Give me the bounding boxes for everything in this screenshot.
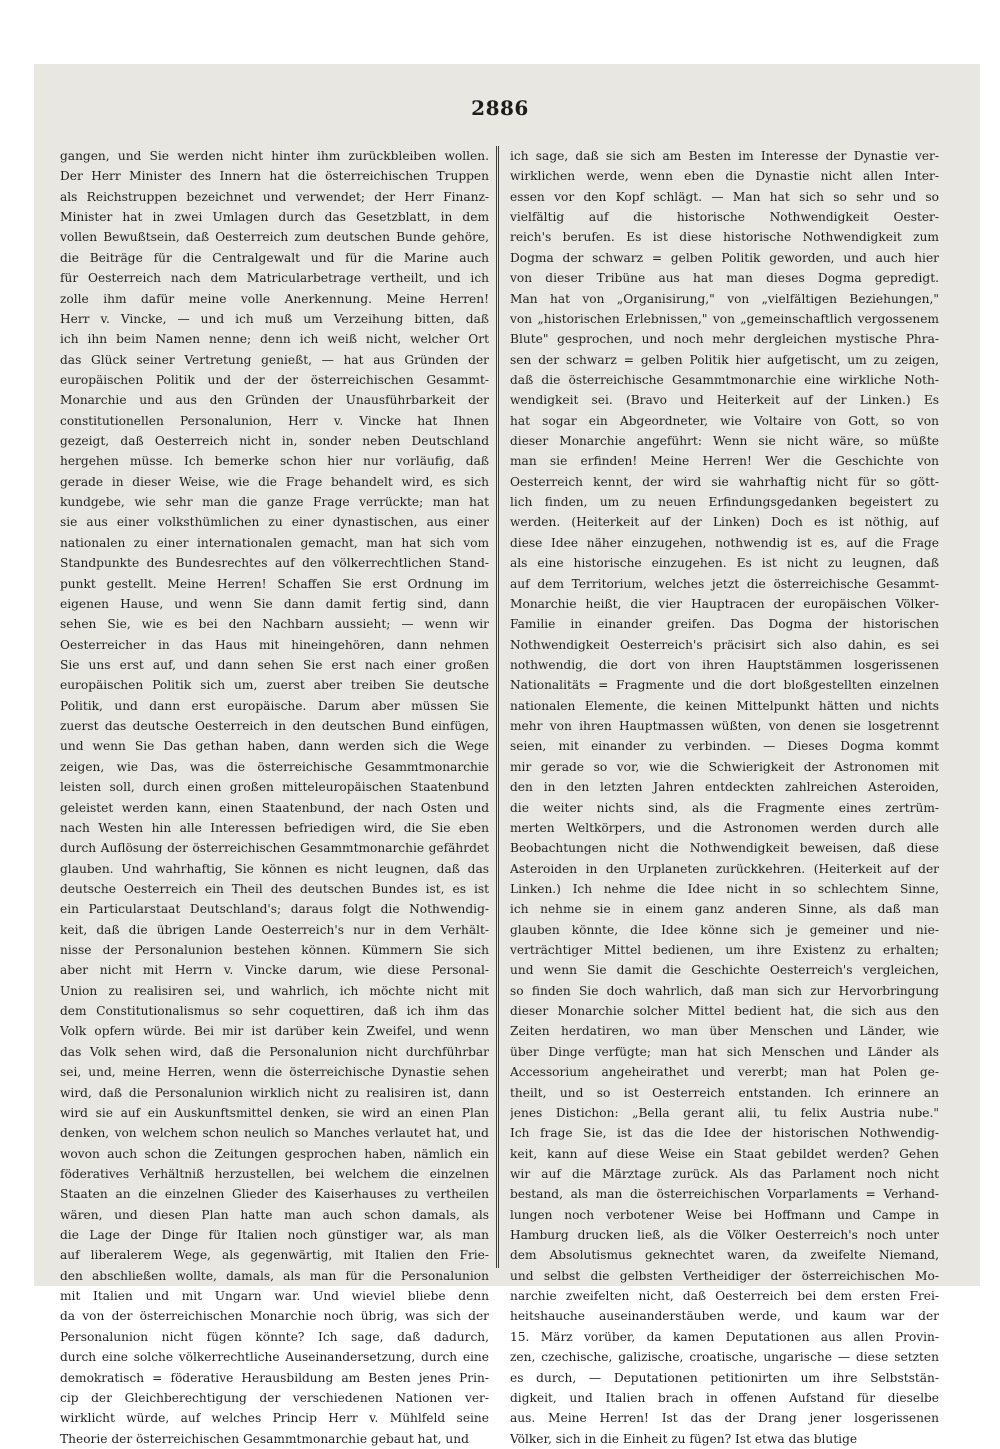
text-line: diese Idee näher einzugehen, nothwendig ist es, auf die Frage xyxy=(510,535,939,550)
text-line: mit Italien und mit Ungarn war. Und wieviel bliebe denn xyxy=(60,1289,489,1304)
text-line: punkt gestellt. Meine Herren! Schaffen Sie erst Ordnung im xyxy=(60,576,489,591)
text-line: ich ihn beim Namen nenne; denn ich weiß nicht, welcher Ort xyxy=(60,332,489,347)
text-line: Monarchie heißt, die vier Hauptracen der europäischen Völker- xyxy=(510,596,939,611)
text-line: wir auf die Märztage zurück. Als das Parlament noch nicht xyxy=(510,1166,939,1181)
text-line: merten Weltkörpers, und die Astronomen werden durch alle xyxy=(510,820,939,835)
text-line: Politik, und dann erst europäische. Darum aber müssen Sie xyxy=(60,698,489,713)
text-line: man sie erfinden! Meine Herren! Wer die Geschichte von xyxy=(510,454,939,469)
text-line: narchie zweifelten nicht, daß Oesterreich bei dem ersten Frei- xyxy=(510,1289,939,1304)
text-line: Theorie der österreichischen Gesammtmonarchie gebaut hat, und xyxy=(60,1431,469,1446)
text-line: Asteroiden in den Urplaneten zurückkehren. (Heiterkeit auf der xyxy=(510,861,939,876)
text-line: die Lage der Dinge für Italien noch günstiger war, als man xyxy=(60,1228,489,1243)
text-line: auf dem Territorium, welches jetzt die österreichische Gesammt- xyxy=(510,576,939,591)
text-line: Der Herr Minister des Innern hat die österreichischen Truppen xyxy=(60,169,489,184)
text-line: reich's berufen. Es ist diese historische Nothwendigkeit zum xyxy=(510,230,939,245)
text-line: nationalen zu einer internationalen gemacht, man hat sich vom xyxy=(60,535,489,550)
text-line: Monarchie und aus den Gründen der Unausführbarkeit der xyxy=(60,393,489,408)
text-line: von dieser Tribüne aus hat man dieses Dogma gepredigt. xyxy=(510,271,939,286)
text-line: Minister hat in zwei Umlagen durch das Gesetzblatt, in dem xyxy=(60,210,489,225)
text-line: von „historischen Erlebnissen," von „gemeinschaftlich vergossenem xyxy=(510,311,939,326)
text-line: Staaten an die einzelnen Glieder des Kaiserhauses zu vertheilen xyxy=(60,1187,489,1202)
text-line: zuerst das deutsche Oesterreich in den deutschen Bund einfügen, xyxy=(60,719,489,734)
text-line: das Volk sehen wird, daß die Personalunion nicht durchführbar xyxy=(60,1044,489,1059)
text-line: zeigen, wie Das, was die österreichische Gesammtmonarchie xyxy=(60,759,489,774)
text-line: keit, kann auf diese Weise ein Staat gebildet werden? Gehen xyxy=(510,1146,939,1161)
text-line: sei, und, meine Herren, wenn die österreichische Dynastie sehen xyxy=(60,1065,489,1080)
text-line: mehr von ihren Hauptmassen wüßten, von denen sie losgetrennt xyxy=(510,719,939,734)
text-line: Volk opfern würde. Bei mir ist darüber kein Zweifel, und wenn xyxy=(60,1024,489,1039)
text-line: europäischen Politik und der der österreichischen Gesammt- xyxy=(60,372,489,387)
text-line: kundgebe, wie sehr man die ganze Frage verrückte; man hat xyxy=(60,495,489,510)
text-line: vielfältig auf die historische Nothwendigkeit Oester- xyxy=(510,210,939,225)
text-line: geleistet werden kann, einen Staatenbund, der nach Osten und xyxy=(60,800,489,815)
text-line: denken, von welchem schon neulich so Manches verlautet hat, und xyxy=(60,1126,489,1141)
text-line: dem Constitutionalismus so sehr coquettiren, daß ich ihm das xyxy=(60,1004,489,1019)
text-line: da von der österreichischen Monarchie noch übrig, was sich der xyxy=(60,1309,489,1324)
text-line: Union zu realisiren sei, und wahrlich, ich möchte nicht mit xyxy=(60,983,489,998)
text-line: dem Absolutismus geknechtet waren, da zweifelte Niemand, xyxy=(510,1248,939,1263)
text-line: daß die österreichische Gesammtmonarchie eine wirkliche Noth- xyxy=(510,372,939,387)
text-line: ein Particularstaat Deutschland's; daraus folgt die Nothwendig- xyxy=(60,902,489,917)
text-line: Standpunkte des Bundesrechtes auf den völkerrechtlichen Stand- xyxy=(60,556,489,571)
text-line: theilt, und so ist Oesterreich entstanden. Ich erinnere an xyxy=(510,1085,939,1100)
text-line: wären, und diesen Plan hatte man auch schon damals, als xyxy=(60,1207,489,1222)
text-line: den in den letzten Jahren entdeckten zahlreichen Asteroiden, xyxy=(510,780,939,795)
text-line: den abschließen wollte, damals, als man für die Personalunion xyxy=(60,1268,489,1283)
text-line: lich finden, um zu neuen Erfindungsgedanken begeistert zu xyxy=(510,495,939,510)
text-line: mir gerade so vor, wie die Schwierigkeit der Astronomen mit xyxy=(510,759,939,774)
text-line: ich sage, daß sie sich am Besten im Interesse der Dynastie ver- xyxy=(510,149,939,163)
text-line: und selbst die gelbsten Vertheidiger der österreichischen Mo- xyxy=(510,1268,939,1283)
text-line: werden. (Heiterkeit auf der Linken) Doch es ist nöthig, auf xyxy=(510,515,939,530)
text-line: cip der Gleichberechtigung der verschiedenen Nationen ver- xyxy=(60,1390,489,1405)
text-line: wird, daß die Personalunion wirklich nicht zu realisiren ist, dann xyxy=(60,1085,489,1100)
text-line: für Oesterreich nach dem Matricularbetrage vertheilt, und ich xyxy=(60,271,489,286)
text-line: heitshauche auseinanderstäuben werde, und kaum war der xyxy=(510,1309,939,1324)
text-line: Nationalitäts = Fragmente und die dort bloßgestellten einzelnen xyxy=(510,678,939,693)
text-line: das Glück seiner Vertretung genießt, — hat aus Gründen der xyxy=(60,352,489,367)
text-line: und wenn Sie damit die Geschichte Oesterreich's vergleichen, xyxy=(510,963,939,978)
text-line: zen, czechische, galizische, croatische, ungarische — diese setzten xyxy=(510,1350,939,1365)
text-line: Oesterreicher in das Haus mit hineingehören, dann nehmen xyxy=(60,637,489,652)
text-line: Sie uns erst auf, und dann sehen Sie erst nach einer großen xyxy=(60,657,489,672)
text-line: bestand, als man die österreichischen Vorparlaments = Verhand- xyxy=(510,1187,939,1202)
text-line: sehen Sie, wie es bei den Nachbarn aussieht; — wenn wir xyxy=(60,617,489,632)
text-line: durch Auflösung der österreichischen Gesammtmonarchie gefährdet xyxy=(60,841,489,856)
text-line: seien, mit einander zu verbinden. — Dieses Dogma kommt xyxy=(510,739,939,754)
text-line: zolle ihm dafür meine volle Anerkennung. Meine Herren! xyxy=(60,291,489,306)
text-line: nisse der Personalunion bestehen können. Kümmern Sie sich xyxy=(60,943,489,958)
text-line: Dogma der schwarz = gelben Politik geworden, und auch hier xyxy=(510,250,939,265)
text-line: hat sogar ein Abgeordneter, wie Voltaire von Gott, so von xyxy=(510,413,939,428)
text-line: die weiter nichts sind, als die Fragmente eines zertrüm- xyxy=(510,800,939,815)
text-line: ich nehme sie in einem ganz anderen Sinne, als daß man xyxy=(510,902,939,917)
text-line: Herr v. Vincke, — und ich muß um Verzeihung bitten, daß xyxy=(60,311,489,326)
text-line: demokratisch = föderative Herausbildung am Besten jenes Prin- xyxy=(60,1370,489,1385)
text-line: Accessorium angeheirathet und vererbt; man hat Polen ge- xyxy=(510,1065,939,1080)
text-line: wirklicht würde, auf welches Princip Herr v. Mühlfeld seine xyxy=(60,1411,489,1426)
text-line: leisten soll, durch einen großen mitteleuropäischen Staatenbund xyxy=(60,780,489,795)
text-line: aus. Meine Herren! Ist das der Drang jener losgerissenen xyxy=(510,1411,939,1426)
text-line: 15. März vorüber, da kamen Deputationen aus allen Provin- xyxy=(510,1329,939,1344)
text-line: als eine historische einzugehen. Es ist nicht zu leugnen, daß xyxy=(510,556,939,571)
text-line: Oesterreich kennt, der wird sie wahrhaftig nicht für so gött- xyxy=(510,474,939,489)
text-line: Man hat von „Organisirung," von „vielfältigen Beziehungen," xyxy=(510,291,939,306)
text-line: Linken.) Ich nehme die Idee nicht in so schlechtem Sinne, xyxy=(510,881,939,896)
text-line: digkeit, und Italien brach in offenen Aufstand für dieselbe xyxy=(510,1390,939,1405)
text-line: gangen, und Sie werden nicht hinter ihm zurückbleiben wollen. xyxy=(60,149,489,163)
text-line: wirklichen werde, wenn eben die Dynastie nicht allen Inter- xyxy=(510,169,939,184)
text-line: dieser Monarchie solcher Mittel bedient hat, die sich aus den xyxy=(510,1004,939,1019)
text-line: nothwendig, die dort von ihren Hauptstämmen losgerissenen xyxy=(510,657,939,672)
text-line: so finden Sie doch wahrlich, daß man sich zur Hervorbringung xyxy=(510,983,939,998)
text-line: vollen Bewußtsein, daß Oesterreich zum deutschen Bunde gehöre, xyxy=(60,230,489,245)
text-line: keit, daß die übrigen Lande Oesterreich's nur in dem Verhält- xyxy=(60,922,489,937)
text-line: über Dinge verfügte; man hat sich Menschen und Länder als xyxy=(510,1044,939,1059)
text-line: wird sie auf ein Auskunftsmittel denken, sie wird an einen Plan xyxy=(60,1105,489,1120)
text-line: Völker, sich in die Einheit zu fügen? Ist etwa das blutige xyxy=(510,1431,858,1446)
text-line: nach Westen hin alle Interessen befriedigen wird, die Sie eben xyxy=(60,820,489,835)
text-line: jenes Distichon: „Bella gerant alii, tu felix Austria nube." xyxy=(510,1105,939,1120)
text-line: deutsche Oesterreich ein Theil des deutschen Bundes ist, es ist xyxy=(60,881,489,896)
text-line: aber nicht mit Herrn v. Vincke darum, wie diese Personal- xyxy=(60,963,489,978)
text-line: sen der schwarz = gelben Politik hier aufgetischt, um zu zeigen, xyxy=(510,352,939,367)
text-line: es durch, — Deputationen petitionirten um ihre Selbststän- xyxy=(510,1370,939,1385)
text-line: dieser Monarchie angeführt: Wenn sie nicht wäre, so müßte xyxy=(510,434,939,449)
text-line: als Reichstruppen bezeichnet und verwendet; der Herr Finanz- xyxy=(60,189,489,204)
text-line: und wenn Sie Das gethan haben, dann werden sich die Wege xyxy=(60,739,489,754)
text-line: wendigkeit sei. (Bravo und Heiterkeit auf der Linken.) Es xyxy=(510,393,939,408)
text-line: auf liberalerem Wege, als gegenwärtig, mit Italien den Frie- xyxy=(60,1248,489,1263)
text-line: glauben könnte, die Idee könne sich je gemeiner und nie- xyxy=(510,922,939,937)
right-column xyxy=(510,146,939,1449)
text-line: constitutionellen Personalunion, Herr v. Vincke hat Ihnen xyxy=(60,413,489,428)
text-line: Familie in einander greifen. Das Dogma der historischen xyxy=(510,617,939,632)
text-line: Nothwendigkeit Oesterreich's präcisirt sich also dahin, es sei xyxy=(510,637,939,652)
text-line: Blute" gesprochen, und noch mehr dergleichen mystische Phra- xyxy=(510,332,939,347)
text-line: föderatives Verhältniß herzustellen, bei welchem die einzelnen xyxy=(60,1166,489,1181)
column-divider xyxy=(496,146,499,1268)
text-line: wovon auch schon die Zeitungen gesprochen haben, nämlich ein xyxy=(60,1146,489,1161)
text-line: durch eine solche völkerrechtliche Auseinandersetzung, durch eine xyxy=(60,1350,489,1365)
text-line: lungen noch verbotener Weise bei Hoffmann und Campe in xyxy=(510,1207,939,1222)
text-line: Personalunion nicht fügen könnte? Ich sage, daß dadurch, xyxy=(60,1329,489,1344)
text-line: gezeigt, daß Oesterreich nicht in, sonder neben Deutschland xyxy=(60,434,489,449)
text-line: essen vor den Kopf schlägt. — Man hat sich so sehr und so xyxy=(510,189,939,204)
text-line: Zeiten herdatiren, wo man über Menschen und Länder, wie xyxy=(510,1024,939,1039)
text-line: glauben. Und wahrhaftig, Sie können es nicht leugnen, daß das xyxy=(60,861,489,876)
text-line: europäischen Politik sich um, zuerst aber treiben Sie deutsche xyxy=(60,678,489,693)
text-line: Ich frage Sie, ist das die Idee der historischen Nothwendig- xyxy=(510,1126,939,1141)
text-line: eigenen Hause, und wenn Sie dann damit fertig sind, dann xyxy=(60,596,489,611)
text-line: nationalen Elemente, die keinen Mittelpunkt hätten und nichts xyxy=(510,698,939,713)
text-line: sie aus einer volksthümlichen zu einer dynastischen, aus einer xyxy=(60,515,489,530)
text-line: die Beiträge für die Centralgewalt und für die Marine auch xyxy=(60,250,489,265)
page-number: 2886 xyxy=(471,96,529,120)
text-line: Beobachtungen nicht die Nothwendigkeit beweisen, daß diese xyxy=(510,841,939,856)
text-line: hergehen müsse. Ich bemerke schon hier nur vorläufig, daß xyxy=(60,454,489,469)
left-column xyxy=(60,146,489,1449)
text-line: Hamburg drucken ließ, als die Völker Oesterreich's noch unter xyxy=(510,1228,939,1243)
text-line: verträchtiger Mittel bedienen, um ihre Existenz zu erhalten; xyxy=(510,943,939,958)
text-line: gerade in dieser Weise, wie die Frage behandelt wird, es sich xyxy=(60,474,489,489)
